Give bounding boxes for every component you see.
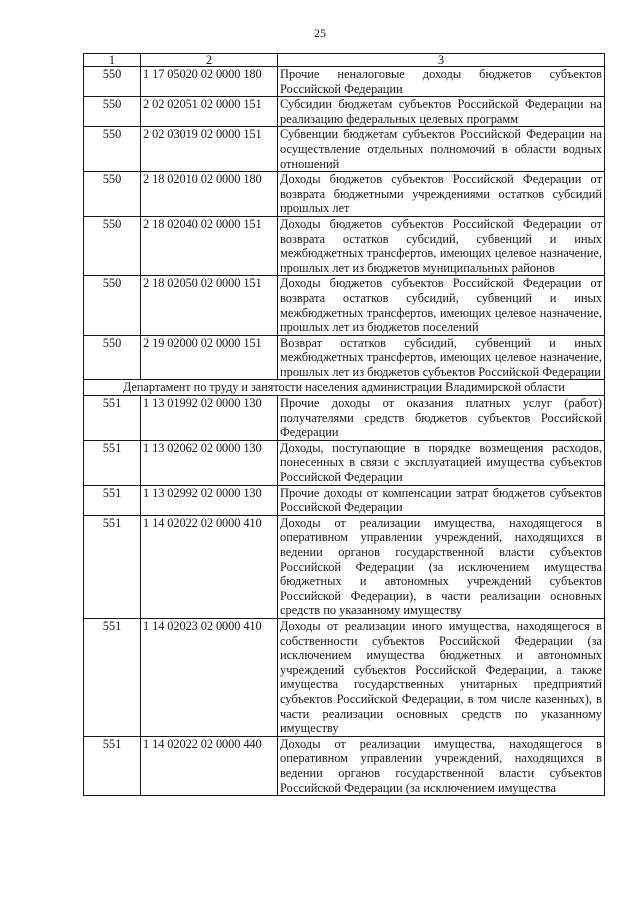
table-row: [84, 515, 605, 618]
admin-code-cell: 551: [84, 515, 141, 618]
revenue-name-cell: Прочие неналоговые доходы бюджетов субъектов Российской Федерации: [278, 67, 605, 97]
column-header: 1: [84, 54, 141, 67]
revenue-name-cell: Доходы от реализации имущества, находящегося в оперативном управлении учреждений, находящихся в ведении органов государственной власти субъектов Российской Федерации (за исключением имущества: [278, 736, 605, 795]
revenue-code-cell: 2 18 02010 02 0000 180: [141, 172, 278, 217]
table-header-row: [84, 54, 605, 67]
revenue-code-cell: 1 14 02022 02 0000 440: [141, 736, 278, 795]
revenue-name-cell: Доходы бюджетов субъектов Российской Федерации от возврата остатков субсидий, субвенций и иных межбюджетных трансфертов, имеющих целевое назначение, прошлых лет из бюджетов муниципальных районов: [278, 216, 605, 275]
admin-code-cell: 551: [84, 440, 141, 485]
revenue-code-cell: 1 14 02023 02 0000 410: [141, 618, 278, 736]
admin-code-cell: 551: [84, 396, 141, 441]
revenue-name-cell: Доходы, поступающие в порядке возмещения расходов, понесенных в связи с эксплуатацией имущества субъектов Российской Федерации: [278, 440, 605, 485]
revenue-code-cell: 1 17 05020 02 0000 180: [141, 67, 278, 97]
table-row: [84, 396, 605, 441]
revenue-code-cell: 1 13 01992 02 0000 130: [141, 396, 278, 441]
budget-revenue-table: [83, 53, 605, 796]
revenue-code-cell: 2 19 02000 02 0000 151: [141, 335, 278, 380]
table-row: [84, 276, 605, 335]
department-title: Департамент по труду и занятости населения администрации Владимирской области: [84, 380, 605, 396]
column-header: 3: [278, 54, 605, 67]
table-body-section-550: [84, 67, 605, 380]
column-header: 2: [141, 54, 278, 67]
admin-code-cell: 551: [84, 485, 141, 515]
admin-code-cell: 550: [84, 216, 141, 275]
revenue-code-cell: 2 02 02051 02 0000 151: [141, 97, 278, 127]
revenue-name-cell: Доходы бюджетов субъектов Российской Федерации от возврата остатков субсидий, субвенций и иных межбюджетных трансфертов, имеющих целевое назначение, прошлых лет из бюджетов поселений: [278, 276, 605, 335]
revenue-code-cell: 1 13 02992 02 0000 130: [141, 485, 278, 515]
table-row: [84, 97, 605, 127]
revenue-code-cell: 2 18 02040 02 0000 151: [141, 216, 278, 275]
table-row: [84, 67, 605, 97]
department-row: [84, 380, 605, 396]
revenue-code-cell: 2 02 03019 02 0000 151: [141, 127, 278, 172]
revenue-name-cell: Субвенции бюджетам субъектов Российской Федерации на осуществление отдельных полномочий в области водных отношений: [278, 127, 605, 172]
table-row: [84, 485, 605, 515]
revenue-code-cell: 1 13 02062 02 0000 130: [141, 440, 278, 485]
revenue-name-cell: Прочие доходы от компенсации затрат бюджетов субъектов Российской Федерации: [278, 485, 605, 515]
revenue-name-cell: Доходы бюджетов субъектов Российской Федерации от возврата бюджетными учреждениями остатков субсидий прошлых лет: [278, 172, 605, 217]
table-row: [84, 440, 605, 485]
table-row: [84, 216, 605, 275]
revenue-code-cell: 1 14 02022 02 0000 410: [141, 515, 278, 618]
revenue-name-cell: Прочие доходы от оказания платных услуг (работ) получателями средств бюджетов субъектов Российской Федерации: [278, 396, 605, 441]
table-row: [84, 618, 605, 736]
table-row: [84, 172, 605, 217]
revenue-name-cell: Субсидии бюджетам субъектов Российской Федерации на реализацию федеральных целевых программ: [278, 97, 605, 127]
admin-code-cell: 550: [84, 335, 141, 380]
admin-code-cell: 550: [84, 127, 141, 172]
admin-code-cell: 550: [84, 67, 141, 97]
revenue-name-cell: Доходы от реализации иного имущества, находящегося в собственности субъектов Российской Федерации (за исключением имущества бюджетных и автономных учреждений субъектов Российской Федерации, а также имущества государственных унитарных предприятий субъектов Российской Федерации, в том числе казенных), в части реализации основных средств по указанному имуществу: [278, 618, 605, 736]
table-row: [84, 736, 605, 795]
revenue-name-cell: Доходы от реализации имущества, находящегося в оперативном управлении учреждений, находящихся в ведении органов государственной власти субъектов Российской Федерации (за исключением имущества бюджетных и автономных учреждений субъектов Российской Федерации), в части реализации основных средств по указанному имуществу: [278, 515, 605, 618]
table-row: [84, 335, 605, 380]
revenue-name-cell: Возврат остатков субсидий, субвенций и иных межбюджетных трансфертов, имеющих целевое назначение, прошлых лет из бюджетов субъектов Российской Федерации: [278, 335, 605, 380]
admin-code-cell: 550: [84, 276, 141, 335]
revenue-code-cell: 2 18 02050 02 0000 151: [141, 276, 278, 335]
admin-code-cell: 551: [84, 618, 141, 736]
admin-code-cell: 550: [84, 172, 141, 217]
admin-code-cell: 550: [84, 97, 141, 127]
table-body-section-551: [84, 396, 605, 796]
page-number: 25: [314, 26, 326, 40]
table-row: [84, 127, 605, 172]
admin-code-cell: 551: [84, 736, 141, 795]
